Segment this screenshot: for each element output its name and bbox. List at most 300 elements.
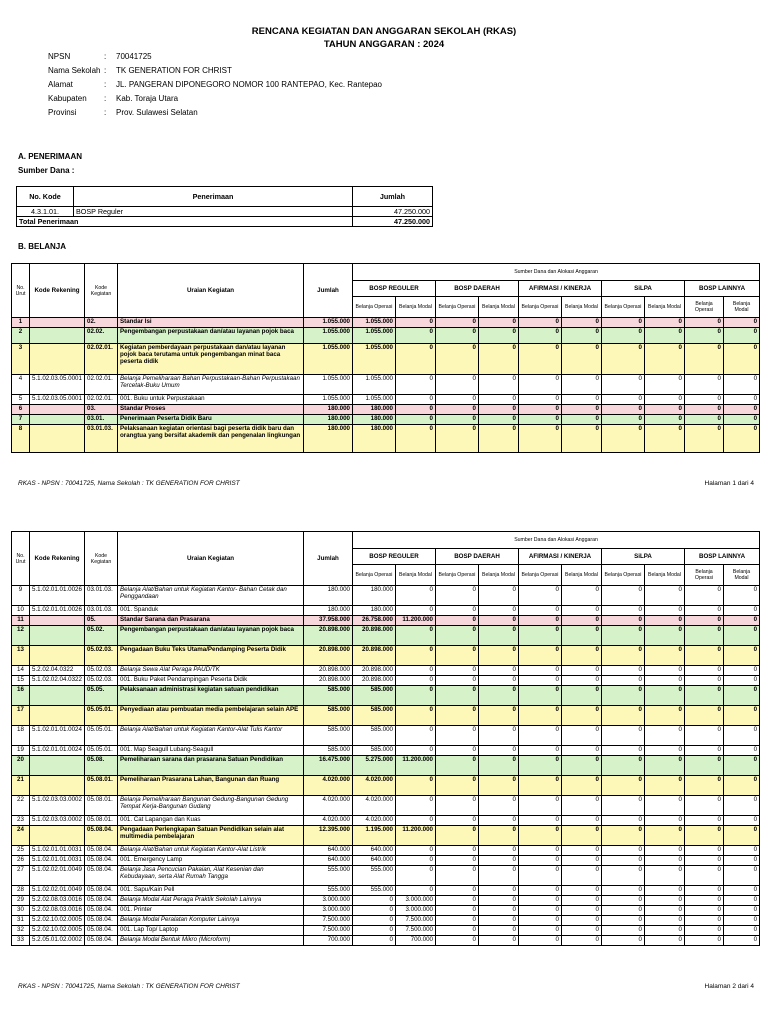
cell-zero: 0 xyxy=(479,776,519,796)
cell-no: 23 xyxy=(12,816,30,826)
cell-jumlah: 180.000 xyxy=(304,606,353,616)
cell-kode-kegiatan: 02.02.01. xyxy=(85,344,118,375)
cell-zero: 0 xyxy=(685,756,724,776)
cell-zero: 0 xyxy=(479,425,519,453)
cell-zero: 0 xyxy=(562,425,602,453)
info-npsn: NPSN : 70041725 xyxy=(48,52,152,61)
cell-uraian: Penerimaan Peserta Didik Baru xyxy=(118,415,304,425)
cell-zero: 0 xyxy=(519,816,562,826)
table-row xyxy=(12,395,760,405)
cell-zero: 0 xyxy=(685,676,724,686)
cell-zero: 0 xyxy=(479,746,519,756)
cell-zero: 0 xyxy=(479,706,519,726)
cell-zero: 0 xyxy=(436,676,479,686)
cell-kode-rekening xyxy=(30,826,85,846)
cell-zero: 0 xyxy=(645,328,685,344)
cell-zero: 0 xyxy=(602,606,645,616)
cell-reguler-operasi: 0 xyxy=(353,896,396,906)
cell-kode-kegiatan: 05.02.03. xyxy=(85,666,118,676)
cell-zero: 0 xyxy=(519,405,562,415)
cell-uraian: Belanja Pemeliharaan Bahan Perpustakaan-Bahan Perpustakaan Tercetak-Buku Umum xyxy=(118,375,304,395)
cell-no: 12 xyxy=(12,626,30,646)
cell-kode-kegiatan: 03.01.03. xyxy=(85,586,118,606)
cell-zero: 0 xyxy=(562,866,602,886)
cell-kode-kegiatan: 05.08.04. xyxy=(85,906,118,916)
cell-reguler-modal: 0 xyxy=(396,856,436,866)
cell-zero: 0 xyxy=(602,666,645,676)
cell-zero: 0 xyxy=(479,886,519,896)
cell-zero: 0 xyxy=(602,586,645,606)
table-row xyxy=(12,856,760,866)
cell-zero: 0 xyxy=(479,666,519,676)
cell-zero: 0 xyxy=(519,318,562,328)
cell-uraian: Penyediaan atau pembuatan media pembelajaran selain APE xyxy=(118,706,304,726)
cell-kode-rekening: 5.2.02.08.03.0016 xyxy=(30,906,85,916)
cell-zero: 0 xyxy=(519,746,562,756)
cell-kode-kegiatan: 05.08.01. xyxy=(85,796,118,816)
col-kode-rekening: Kode Rekening xyxy=(30,264,85,318)
cell-zero: 0 xyxy=(685,706,724,726)
cell-reguler-modal: 3.000.000 xyxy=(396,896,436,906)
cell-uraian: Standar Proses xyxy=(118,405,304,415)
cell-zero: 0 xyxy=(724,916,760,926)
cell-no: 4 xyxy=(12,375,30,395)
col-group: BOSP LAINNYA xyxy=(685,281,760,297)
cell-no: 11 xyxy=(12,616,30,626)
cell-no: 25 xyxy=(12,846,30,856)
table-row xyxy=(12,906,760,916)
cell-uraian: Standar Isi xyxy=(118,318,304,328)
cell-uraian: Pengembangan perpustakaan dan/atau layanan pojok baca xyxy=(118,328,304,344)
cell-uraian: Pengembangan perpustakaan dan/atau layanan pojok baca xyxy=(118,626,304,646)
cell-zero: 0 xyxy=(685,896,724,906)
cell-zero: 0 xyxy=(436,746,479,756)
cell-zero: 0 xyxy=(645,626,685,646)
cell-zero: 0 xyxy=(645,616,685,626)
cell-zero: 0 xyxy=(436,856,479,866)
cell-zero: 0 xyxy=(562,626,602,646)
cell-kode-rekening: 5.2.02.04.0322 xyxy=(30,666,85,676)
cell-zero: 0 xyxy=(724,395,760,405)
cell-uraian: 001. Buku Paket Pendampingan Peserta Didik xyxy=(118,676,304,686)
cell-zero: 0 xyxy=(602,826,645,846)
cell-zero: 0 xyxy=(479,415,519,425)
table-row xyxy=(12,606,760,616)
cell-zero: 0 xyxy=(685,936,724,946)
cell-zero: 0 xyxy=(519,936,562,946)
cell-kode-kegiatan: 05.02.03. xyxy=(85,646,118,666)
cell-zero: 0 xyxy=(645,686,685,706)
cell-zero: 0 xyxy=(436,405,479,415)
cell-no: 5 xyxy=(12,395,30,405)
col-group: SiLPA xyxy=(602,549,685,565)
cell-zero: 0 xyxy=(602,395,645,405)
cell-kode-rekening: 5.2.02.10.02.0005 xyxy=(30,916,85,926)
cell-zero: 0 xyxy=(685,826,724,846)
table-row xyxy=(12,916,760,926)
cell-zero: 0 xyxy=(685,395,724,405)
cell-zero: 0 xyxy=(645,896,685,906)
col-belanja-operasi: Belanja Operasi xyxy=(353,565,396,586)
cell-zero: 0 xyxy=(436,686,479,706)
cell-zero: 0 xyxy=(519,646,562,666)
col-belanja-modal: Belanja Modal xyxy=(479,565,519,586)
cell-zero: 0 xyxy=(685,926,724,936)
cell-zero: 0 xyxy=(562,916,602,926)
cell-uraian: Belanja Modal Peralatan Komputer Lainnya xyxy=(118,916,304,926)
cell-kode-rekening xyxy=(30,686,85,706)
footer-page-number-2: Halaman 2 dari 4 xyxy=(704,983,754,990)
cell-kode-rekening: 5.1.02.03.03.0002 xyxy=(30,816,85,826)
cell-zero: 0 xyxy=(519,796,562,816)
cell-jumlah: 7.500.000 xyxy=(304,926,353,936)
cell-zero: 0 xyxy=(645,726,685,746)
cell-zero: 0 xyxy=(685,726,724,746)
cell-jumlah: 3.000.000 xyxy=(304,896,353,906)
cell-zero: 0 xyxy=(685,776,724,796)
table-row xyxy=(12,415,760,425)
cell-zero: 0 xyxy=(645,666,685,676)
table-row xyxy=(12,936,760,946)
cell-kode-kegiatan: 03.01. xyxy=(85,415,118,425)
cell-zero: 0 xyxy=(602,846,645,856)
table-row xyxy=(12,846,760,856)
cell-zero: 0 xyxy=(602,646,645,666)
cell-kode-rekening: 5.2.02.10.02.0005 xyxy=(30,926,85,936)
col-no-kode: No. Kode xyxy=(17,187,74,207)
cell-zero: 0 xyxy=(562,646,602,666)
cell-jumlah: 180.000 xyxy=(304,425,353,453)
cell-zero: 0 xyxy=(519,906,562,916)
cell-zero: 0 xyxy=(562,776,602,796)
table-row xyxy=(12,328,760,344)
cell-zero: 0 xyxy=(685,626,724,646)
cell-zero: 0 xyxy=(645,866,685,886)
cell-zero: 0 xyxy=(602,405,645,415)
cell-zero: 0 xyxy=(519,866,562,886)
col-uraian-kegiatan: Uraian Kegiatan xyxy=(118,264,304,318)
cell-zero: 0 xyxy=(645,936,685,946)
cell-zero: 0 xyxy=(724,415,760,425)
col-sumber-dana: Sumber Dana dan Alokasi Anggaran xyxy=(353,532,760,549)
col-belanja-modal: Belanja Modal xyxy=(479,297,519,318)
cell-reguler-operasi: 180.000 xyxy=(353,425,396,453)
cell-zero: 0 xyxy=(562,846,602,856)
cell-zero: 0 xyxy=(436,816,479,826)
cell-reguler-operasi: 20.898.000 xyxy=(353,676,396,686)
cell-reguler-modal: 0 xyxy=(396,746,436,756)
cell-zero: 0 xyxy=(602,756,645,776)
penerimaan-row: 4.3.1.01. BOSP Reguler 47.250.000 xyxy=(17,207,433,217)
cell-zero: 0 xyxy=(724,846,760,856)
col-belanja-operasi: Belanja Operasi xyxy=(519,297,562,318)
table-row xyxy=(12,686,760,706)
cell-jumlah: 4.020.000 xyxy=(304,776,353,796)
cell-reguler-operasi: 585.000 xyxy=(353,726,396,746)
cell-kode-kegiatan: 02.02. xyxy=(85,328,118,344)
cell-uraian: 001. Map Seagull Lubang-Seagull xyxy=(118,746,304,756)
cell-zero: 0 xyxy=(645,776,685,796)
cell-jumlah: 16.475.000 xyxy=(304,756,353,776)
col-belanja-operasi: Belanja Operasi xyxy=(602,565,645,586)
cell-zero: 0 xyxy=(685,816,724,826)
cell-zero: 0 xyxy=(602,328,645,344)
cell-zero: 0 xyxy=(562,344,602,375)
cell-reguler-operasi: 0 xyxy=(353,906,396,916)
cell-reguler-modal: 0 xyxy=(396,726,436,746)
cell-zero: 0 xyxy=(724,616,760,626)
cell-zero: 0 xyxy=(685,856,724,866)
cell-no: 14 xyxy=(12,666,30,676)
cell-zero: 0 xyxy=(685,846,724,856)
cell-kode-kegiatan: 03. xyxy=(85,405,118,415)
cell-zero: 0 xyxy=(479,586,519,606)
cell-reguler-operasi: 1.055.000 xyxy=(353,328,396,344)
cell-zero: 0 xyxy=(724,756,760,776)
cell-zero: 0 xyxy=(479,395,519,405)
cell-reguler-modal: 0 xyxy=(396,776,436,796)
cell-reguler-operasi: 4.020.000 xyxy=(353,776,396,796)
cell-jumlah: 20.898.000 xyxy=(304,626,353,646)
cell-kode-kegiatan: 05.08.01. xyxy=(85,816,118,826)
cell-zero: 0 xyxy=(436,916,479,926)
cell-uraian: 001. Sapu/Kain Pell xyxy=(118,886,304,896)
cell-zero: 0 xyxy=(519,896,562,906)
col-belanja-modal: Belanja Modal xyxy=(645,297,685,318)
cell-kode-rekening: 5.1.02.01.01.0031 xyxy=(30,856,85,866)
cell-jumlah: 1.055.000 xyxy=(304,344,353,375)
cell-kode-rekening: 5.1.02.03.03.0002 xyxy=(30,796,85,816)
cell-zero: 0 xyxy=(685,586,724,606)
cell-zero: 0 xyxy=(436,796,479,816)
cell-zero: 0 xyxy=(685,415,724,425)
cell-zero: 0 xyxy=(479,646,519,666)
cell-zero: 0 xyxy=(685,328,724,344)
cell-jumlah: 20.898.000 xyxy=(304,676,353,686)
cell-zero: 0 xyxy=(562,606,602,616)
col-belanja-modal: Belanja Modal xyxy=(396,565,436,586)
col-kode-rekening: Kode Rekening xyxy=(30,532,85,586)
col-belanja-operasi: Belanja Operasi xyxy=(602,297,645,318)
cell-zero: 0 xyxy=(645,425,685,453)
cell-reguler-modal: 7.500.000 xyxy=(396,916,436,926)
col-belanja-modal: Belanja Modal xyxy=(562,297,602,318)
footer-page-number-1: Halaman 1 dari 4 xyxy=(704,480,754,487)
cell-zero: 0 xyxy=(519,425,562,453)
col-belanja-operasi: Belanja Operasi xyxy=(353,297,396,318)
table-header-row xyxy=(12,264,760,281)
cell-jumlah: 4.020.000 xyxy=(304,816,353,826)
col-jumlah: Jumlah xyxy=(304,532,353,586)
cell-reguler-modal: 0 xyxy=(396,646,436,666)
cell-zero: 0 xyxy=(645,375,685,395)
cell-zero: 0 xyxy=(562,826,602,846)
cell-jumlah: 585.000 xyxy=(304,706,353,726)
cell-jumlah: 640.000 xyxy=(304,856,353,866)
cell-kode-rekening: 5.2.05.01.02.0002 xyxy=(30,936,85,946)
cell-zero: 0 xyxy=(724,666,760,676)
col-group: AFIRMASI / KINERJA xyxy=(519,281,602,297)
cell-zero: 0 xyxy=(645,318,685,328)
cell-kode-kegiatan: 03.01.03. xyxy=(85,606,118,616)
cell-kode-rekening: 5.1.02.01.01.0026 xyxy=(30,606,85,616)
table-row xyxy=(12,776,760,796)
table-row xyxy=(12,626,760,646)
cell-no: 8 xyxy=(12,425,30,453)
cell-reguler-modal: 0 xyxy=(396,816,436,826)
col-group: AFIRMASI / KINERJA xyxy=(519,549,602,565)
cell-zero: 0 xyxy=(602,425,645,453)
cell-jumlah: 640.000 xyxy=(304,846,353,856)
cell-reguler-operasi: 26.758.000 xyxy=(353,616,396,626)
cell-kode-rekening xyxy=(30,318,85,328)
cell-kode-kegiatan: 05.08. xyxy=(85,756,118,776)
cell-zero: 0 xyxy=(724,425,760,453)
cell-kode-rekening xyxy=(30,405,85,415)
cell-zero: 0 xyxy=(562,926,602,936)
cell-kode-kegiatan: 05.05.01. xyxy=(85,706,118,726)
cell-zero: 0 xyxy=(645,415,685,425)
cell-zero: 0 xyxy=(479,626,519,646)
cell-kode-kegiatan: 05.02. xyxy=(85,626,118,646)
info-alamat: Alamat : JL. PANGERAN DIPONEGORO NOMOR 100 RANTEPAO, Kec. Rantepao xyxy=(48,80,383,89)
cell-zero: 0 xyxy=(645,676,685,686)
cell-zero: 0 xyxy=(519,676,562,686)
cell-zero: 0 xyxy=(436,926,479,936)
cell-kode-rekening xyxy=(30,415,85,425)
cell-reguler-operasi: 180.000 xyxy=(353,586,396,606)
cell-zero: 0 xyxy=(685,344,724,375)
cell-zero: 0 xyxy=(436,616,479,626)
cell-zero: 0 xyxy=(479,616,519,626)
cell-zero: 0 xyxy=(562,328,602,344)
cell-zero: 0 xyxy=(602,866,645,886)
cell-kode-rekening xyxy=(30,626,85,646)
cell-zero: 0 xyxy=(562,375,602,395)
cell-jumlah: 37.958.000 xyxy=(304,616,353,626)
cell-zero: 0 xyxy=(602,375,645,395)
cell-uraian: Belanja Jasa Pencucian Pakaian, Alat Kesenian dan Kebudayaan, serta Alat Rumah Tangga xyxy=(118,866,304,886)
col-belanja-modal: Belanja Modal xyxy=(396,297,436,318)
cell-zero: 0 xyxy=(436,318,479,328)
cell-zero: 0 xyxy=(602,926,645,936)
cell-kode-rekening: 5.1.02.01.01.0024 xyxy=(30,746,85,756)
cell-uraian: Pemeliharaan sarana dan prasarana Satuan Pendidikan xyxy=(118,756,304,776)
cell-jumlah: 180.000 xyxy=(304,586,353,606)
col-group: BOSP DAERAH xyxy=(436,549,519,565)
cell-no: 21 xyxy=(12,776,30,796)
cell-reguler-modal: 0 xyxy=(396,415,436,425)
cell-zero: 0 xyxy=(602,706,645,726)
cell-reguler-modal: 0 xyxy=(396,846,436,856)
cell-jumlah: 4.020.000 xyxy=(304,796,353,816)
cell-jumlah: 1.055.000 xyxy=(304,328,353,344)
cell-uraian: Pelaksanaan kegiatan orientasi bagi peserta didik baru dan orangtua yang bersifat akademik dan pengenalan lingkungan xyxy=(118,425,304,453)
cell-zero: 0 xyxy=(519,776,562,796)
cell-kode-kegiatan: 03.01.03. xyxy=(85,425,118,453)
cell-kode-rekening xyxy=(30,328,85,344)
cell-zero: 0 xyxy=(724,328,760,344)
cell-zero: 0 xyxy=(436,936,479,946)
cell-reguler-operasi: 585.000 xyxy=(353,706,396,726)
cell-zero: 0 xyxy=(436,415,479,425)
cell-no: 22 xyxy=(12,796,30,816)
cell-kode-kegiatan: 05.08.04. xyxy=(85,916,118,926)
cell-reguler-modal: 0 xyxy=(396,676,436,686)
cell-reguler-modal: 0 xyxy=(396,866,436,886)
cell-uraian: 001. Buku untuk Perpustakaan xyxy=(118,395,304,405)
cell-zero: 0 xyxy=(479,756,519,776)
cell-uraian: Standar Sarana dan Prasarana xyxy=(118,616,304,626)
cell-uraian: Pelaksanaan administrasi kegiatan satuan pendidikan xyxy=(118,686,304,706)
cell-reguler-modal: 0 xyxy=(396,395,436,405)
cell-zero: 0 xyxy=(685,606,724,616)
cell-zero: 0 xyxy=(724,344,760,375)
cell-zero: 0 xyxy=(519,706,562,726)
cell-zero: 0 xyxy=(724,776,760,796)
cell-kode-kegiatan: 05.08.04. xyxy=(85,826,118,846)
cell-no: 32 xyxy=(12,926,30,936)
cell-reguler-modal: 11.200.000 xyxy=(396,826,436,846)
table-row xyxy=(12,425,760,453)
cell-reguler-modal: 0 xyxy=(396,586,436,606)
cell-reguler-operasi: 0 xyxy=(353,926,396,936)
cell-zero: 0 xyxy=(724,646,760,666)
cell-no: 20 xyxy=(12,756,30,776)
cell-zero: 0 xyxy=(562,756,602,776)
cell-reguler-modal: 0 xyxy=(396,886,436,896)
cell-no: 31 xyxy=(12,916,30,926)
sumber-dana-label: Sumber Dana : xyxy=(18,166,75,175)
cell-zero: 0 xyxy=(519,586,562,606)
cell-zero: 0 xyxy=(436,886,479,896)
cell-jumlah: 180.000 xyxy=(304,405,353,415)
cell-zero: 0 xyxy=(562,415,602,425)
footer-left-page-2: RKAS - NPSN : 70041725, Nama Sekolah : TK GENERATION FOR CHRIST xyxy=(18,983,240,990)
cell-zero: 0 xyxy=(479,896,519,906)
cell-zero: 0 xyxy=(645,916,685,926)
cell-reguler-modal: 0 xyxy=(396,405,436,415)
cell-kode-rekening xyxy=(30,646,85,666)
cell-zero: 0 xyxy=(562,405,602,415)
cell-zero: 0 xyxy=(519,926,562,936)
cell-uraian: Pengadaan Perlengkapan Satuan Pendidikan selain alat multimedia pembelajaran xyxy=(118,826,304,846)
cell-zero: 0 xyxy=(645,405,685,415)
cell-zero: 0 xyxy=(602,686,645,706)
footer-left-page-1: RKAS - NPSN : 70041725, Nama Sekolah : TK GENERATION FOR CHRIST xyxy=(18,480,240,487)
cell-jumlah: 180.000 xyxy=(304,415,353,425)
cell-reguler-modal: 0 xyxy=(396,706,436,726)
col-sumber-dana: Sumber Dana dan Alokasi Anggaran xyxy=(353,264,760,281)
cell-no: 10 xyxy=(12,606,30,616)
cell-zero: 0 xyxy=(562,896,602,906)
cell-zero: 0 xyxy=(685,916,724,926)
table-row xyxy=(12,926,760,936)
cell-reguler-operasi: 640.000 xyxy=(353,856,396,866)
cell-zero: 0 xyxy=(724,626,760,646)
cell-zero: 0 xyxy=(479,856,519,866)
cell-zero: 0 xyxy=(685,906,724,916)
cell-reguler-operasi: 640.000 xyxy=(353,846,396,856)
table-row xyxy=(12,896,760,906)
cell-zero: 0 xyxy=(724,816,760,826)
cell-kode-rekening: 5.2.02.08.03.0016 xyxy=(30,896,85,906)
cell-zero: 0 xyxy=(602,726,645,746)
cell-zero: 0 xyxy=(436,425,479,453)
cell-no: 16 xyxy=(12,686,30,706)
cell-kode-rekening: 5.1.02.01.01.0031 xyxy=(30,846,85,856)
cell-zero: 0 xyxy=(562,796,602,816)
